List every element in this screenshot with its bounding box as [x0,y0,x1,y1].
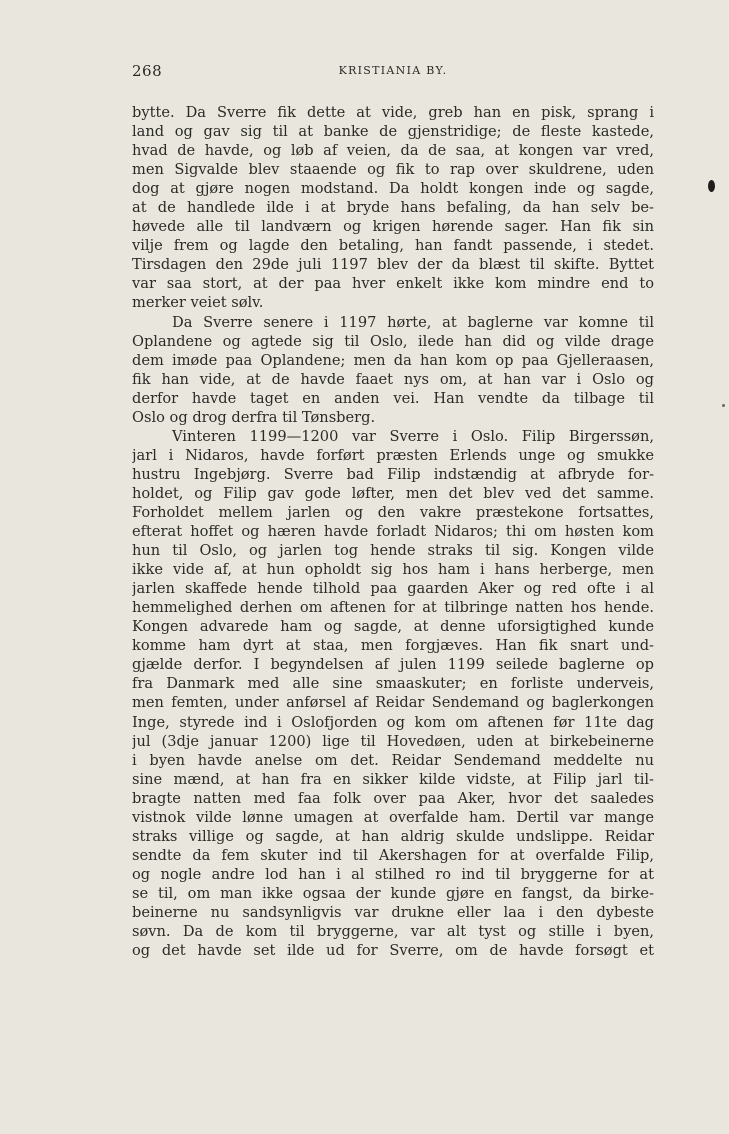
text-line: at de handlede ilde i at bryde hans befaling, da han selv be- [132,199,654,217]
text-line: Kongen advarede ham og sagde, at denne uforsigtighed kunde [132,618,654,636]
text-line: jarl i Nidaros, havde forført præsten Erlends unge og smukke [132,446,654,464]
text-line: hvad de havde, og løb af veien, da de saa, at kongen var vred, [132,142,654,160]
text-line: Da Sverre senere i 1197 hørte, at baglerne var komne til [172,313,654,331]
text-line: bragte natten med faa folk over paa Aker, hvor det saaledes [132,789,654,807]
text-line: i byen havde anelse om det. Reidar Sendemand meddelte nu [132,751,654,769]
ink-blot [708,180,715,192]
text-line: ikke vide af, at hun opholdt sig hos ham i hans herberge, men [132,561,654,579]
text-line: merker veiet sølv. [132,294,264,312]
text-line: vilje frem og lagde den betaling, han fandt passende, i stedet. [132,237,654,255]
text-line: se til, om man ikke ogsaa der kunde gjøre en fangst, da birke- [132,884,654,902]
text-line: holdet, og Filip gav gode løfter, men det blev ved det samme. [132,484,654,502]
text-line: fik han vide, at de havde faaet nys om, at han var i Oslo og [132,370,654,388]
text-line: jarlen skaffede hende tilhold paa gaarden Aker og red ofte i al [132,580,654,598]
text-line: hustru Ingebjørg. Sverre bad Filip indstændig at afbryde for- [132,465,654,483]
text-line: Tirsdagen den 29de juli 1197 blev der da blæst til skifte. Byttet [132,256,654,274]
ink-speck [722,404,725,407]
text-line: men femten, under anførsel af Reidar Sendemand og baglerkongen [132,694,654,712]
text-line: og det havde set ilde ud for Sverre, om de havde forsøgt et [132,942,654,960]
text-line: og nogle andre lod han i al stilhed ro ind til bryggerne for at [132,865,654,883]
page-number: 268 [132,62,163,80]
text-line: hemmelighed derhen om aftenen for at tilbringe natten hos hende. [132,599,654,617]
text-line: bytte. Da Sverre fik dette at vide, greb han en pisk, sprang i [132,104,654,121]
text-line: hun til Oslo, og jarlen tog hende straks til sig. Kongen vilde [132,542,654,560]
page-header [132,62,654,84]
text-line: søvn. Da de kom til bryggerne, var alt tyst og stille i byen, [132,923,654,941]
text-line: dem imøde paa Oplandene; men da han kom op paa Gjelleraasen, [132,351,654,369]
text-line: komme ham dyrt at staa, men forgjæves. Han fik snart und- [132,637,654,655]
text-line: derfor havde taget en anden vei. Han vendte da tilbage til [132,389,654,407]
text-line: Inge, styrede ind i Oslofjorden og kom om aftenen før 11te dag [132,713,654,731]
text-line: men Sigvalde blev staaende og fik to rap over skuldrene, uden [132,161,654,179]
text-line: Vinteren 1199—1200 var Sverre i Oslo. Filip Birgerssøn, [172,427,654,445]
text-line: høvede alle til landværn og krigen hørende sager. Han fik sin [132,218,654,236]
text-line: fra Danmark med alle sine smaaskuter; en forliste underveis, [132,675,654,693]
text-line: sine mænd, at han fra en sikker kilde vidste, at Filip jarl til- [132,770,654,788]
text-line: efterat hoffet og hæren havde forladt Nidaros; thi om høsten kom [132,523,654,541]
text-line: gjælde derfor. I begyndelsen af julen 1199 seilede baglerne op [132,656,654,674]
text-line: sendte da fem skuter ind til Akershagen for at overfalde Filip, [132,846,654,864]
text-line: var saa stort, at der paa hver enkelt ikke kom mindre end to [132,275,654,293]
running-title: KRISTIANIA BY. [338,64,448,77]
text-line: straks villige og sagde, at han aldrig skulde undslippe. Reidar [132,827,654,845]
text-line: Forholdet mellem jarlen og den vakre præstekone fortsattes, [132,503,654,521]
text-line: vistnok vilde lønne umagen at overfalde ham. Dertil var mange [132,808,654,826]
text-line: beinerne nu sandsynligvis var drukne eller laa i den dybeste [132,903,654,921]
text-line: Oplandene og agtede sig til Oslo, ilede han did og vilde drage [132,332,654,350]
text-line: Oslo og drog derfra til Tønsberg. [132,408,376,426]
text-line: dog at gjøre nogen modstand. Da holdt kongen inde og sagde, [132,180,654,198]
text-line: land og gav sig til at banke de gjenstridige; de fleste kastede, [132,123,654,141]
body-text [132,103,654,960]
text-line: jul (3dje januar 1200) lige til Hovedøen, uden at birkebeinerne [132,732,654,750]
